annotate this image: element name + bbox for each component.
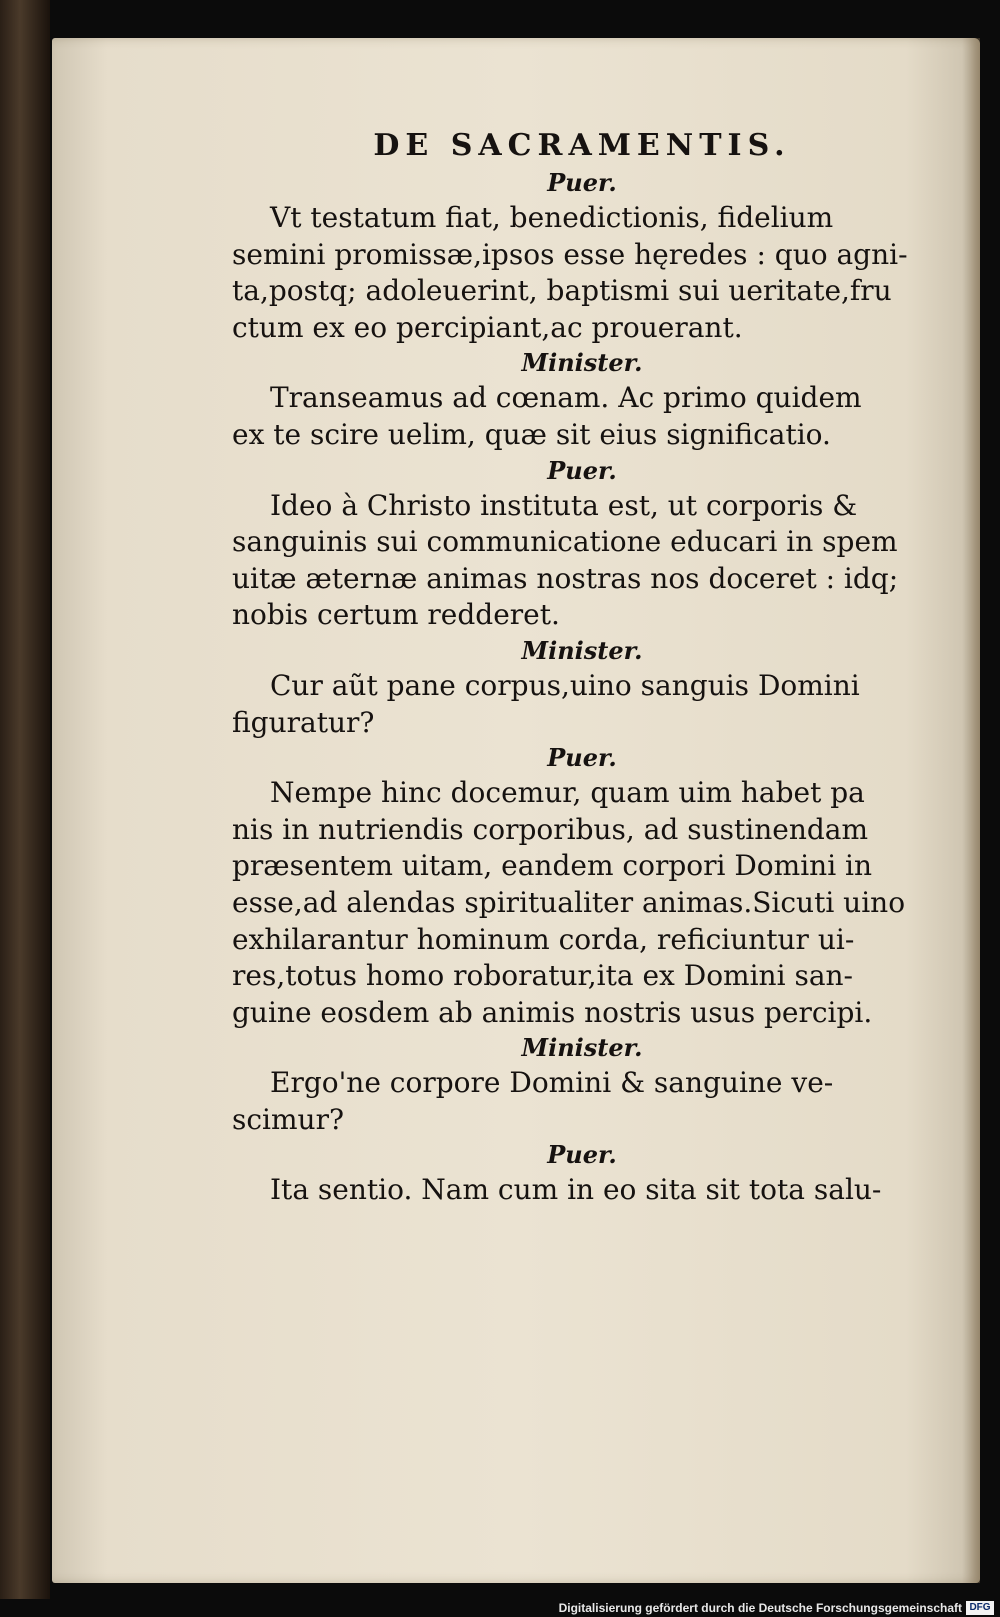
text-line: nis in nutriendis corporibus, ad sustinendam [232,812,869,846]
paragraph [232,775,906,1031]
paragraph [232,668,892,741]
text-line: figuratur? [232,705,375,739]
paragraph [232,1172,892,1209]
text-line: Cur aũt pane corpus,uino sanguis Domini [270,668,860,702]
text-line: Ergo'ne corpore Domini & sanguine ve- [270,1066,834,1100]
text-line: sanguinis sui communicatione educari in spem [232,525,898,559]
speaker-label: Minister. [521,1033,643,1063]
text-line: scimur? [232,1102,344,1136]
funding-credit: Digitalisierung gefördert durch die Deutsche Forschungsgemeinschaft [558,1601,962,1615]
book-binding-edge [0,0,50,1617]
text-line: Vt testatum fiat, benedictionis, fidelium [270,201,834,234]
text-line: guine eosdem ab animis nostris usus percipi. [232,995,873,1029]
text-line: semini promissæ,ipsos esse hęredes : quo agni- [232,237,908,271]
paragraph [232,200,908,346]
text-line: præsentem uitam, eandem corpori Domini in [232,849,873,883]
speaker-label: Puer. [547,743,617,773]
text-blocks [232,166,972,1209]
page-text-block [232,126,972,1209]
text-line: nobis certum redderet. [232,598,560,632]
text-line: ex te scire uelim, quæ sit eius significatio. [232,417,831,451]
speaker-label: Puer. [547,1140,617,1170]
text-line: Nempe hinc docemur, quam uim habet pa [270,776,865,810]
text-line: esse,ad alendas spiritualiter animas.Sicuti uino [232,885,906,919]
running-head: DE SACRAMENTIS. [373,128,791,163]
text-line: Transeamus ad cœnam. Ac primo quidem [270,381,862,415]
speaker-label: Minister. [521,348,643,378]
paragraph [232,380,892,453]
speaker-label: Puer. [547,455,617,485]
text-line: uitæ æternæ animas nostras nos doceret : idq; [232,561,899,595]
paragraph [232,1065,892,1138]
text-line: res,totus homo roboratur,ita ex Domini san- [232,959,854,993]
text-line: exhilarantur hominum corda, reficiuntur ui- [232,922,855,956]
text-line: Ita sentio. Nam cum in eo sita sit tota salu- [270,1173,882,1207]
book-page [52,38,980,1583]
speaker-label: Minister. [521,635,643,665]
dfg-logo: DFG [966,1601,994,1615]
text-line: ctum ex eo percipiant,ac prouerant. [232,310,743,344]
text-line: ta,postq; adoleuerint, baptismi sui ueritate,fru [232,274,892,308]
speaker-label: Puer. [547,168,617,197]
paragraph [232,488,899,634]
text-line: Ideo à Christo instituta est, ut corporis & [270,488,858,522]
